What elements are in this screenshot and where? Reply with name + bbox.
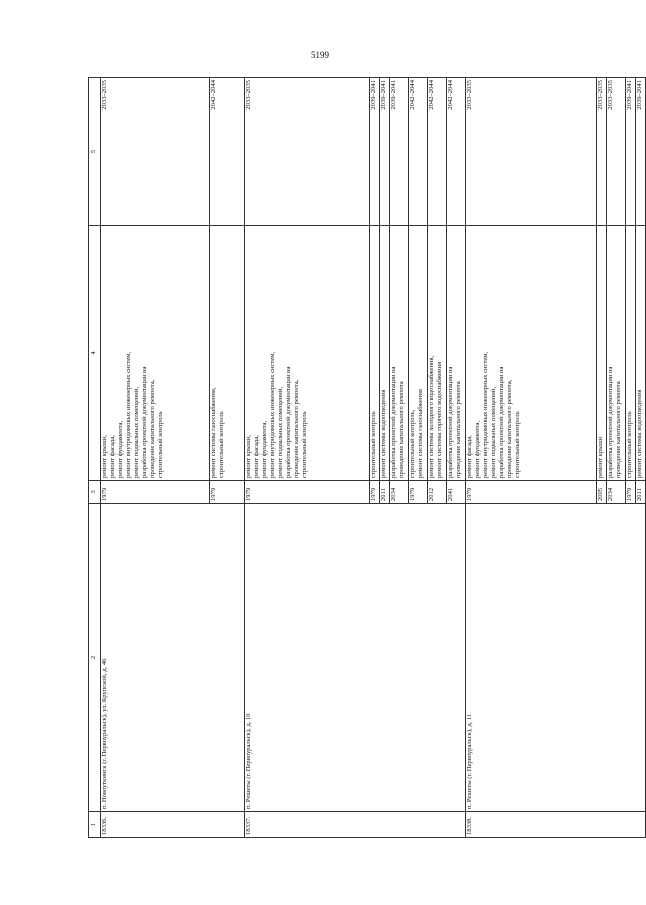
period-cell: 2039–2041 [390, 78, 409, 226]
year-cell: 2012 [428, 481, 447, 504]
work-cell: строительный контроль [370, 226, 380, 481]
year-cell: 2011 [380, 481, 390, 504]
period-cell: 2033–2035 [597, 78, 607, 226]
period-cell: 2042–2044 [210, 78, 245, 226]
year-cell: 2011 [636, 481, 646, 504]
work-cell: ремонт фасада, ремонт фундамента, ремонт внутридомовых инженерных систем, ремонт подвальных помещений, разработка проектной документации на проведение капитального ремонта, строительный контроль [466, 226, 597, 481]
year-cell: 1979 [626, 481, 636, 504]
record-number: 18338. [466, 812, 646, 838]
table-row [466, 78, 597, 838]
period-cell: 2042–2044 [447, 78, 466, 226]
period-cell: 2039–2041 [380, 78, 390, 226]
work-cell: ремонт системы водоотведения [636, 226, 646, 481]
work-cell: ремонт системы газоснабжения, строительный контроль [210, 226, 245, 481]
year-cell: 2034 [390, 481, 409, 504]
year-cell: 2034 [607, 481, 626, 504]
header-cell: 2 [89, 504, 101, 812]
record-number: 18337. [245, 812, 466, 838]
period-cell: 2039–2041 [626, 78, 636, 226]
year-cell: 2005 [597, 481, 607, 504]
period-cell: 2039–2041 [636, 78, 646, 226]
work-cell: разработка проектной документации на проведение капитального ремонта [447, 226, 466, 481]
year-cell: 1979 [370, 481, 380, 504]
year-cell: 1979 [210, 481, 245, 504]
header-cell: 5 [89, 78, 101, 226]
year-cell: 1979 [466, 481, 597, 504]
record-number: 18336. [101, 812, 245, 838]
year-cell: 2041 [447, 481, 466, 504]
record-address: п. Решеты (г. Первоуральск), д. 10 [245, 504, 466, 812]
year-cell: 1979 [101, 481, 210, 504]
header-cell: 3 [89, 481, 101, 504]
period-cell: 2042–2044 [428, 78, 447, 226]
period-cell: 2033–2035 [466, 78, 597, 226]
work-cell: ремонт крыши, ремонт фасада, ремонт фундамента, ремонт внутридомовых инженерных систем, ремонт подвальных помещений, разработка проектной документации на проведение капитального ремонта, строительный контроль [101, 226, 210, 481]
header-row [89, 78, 101, 838]
work-cell: ремонт крыши, ремонт фасада, ремонт фундамента, ремонт внутридомовых инженерных систем, ремонт подвальных помещений, разработка проектной документации на проведение капитального ремонта, строительный контроль [245, 226, 370, 481]
header-cell: 4 [89, 226, 101, 481]
year-cell: 1979 [409, 481, 428, 504]
work-cell: разработка проектной документации на проведение капитального ремонта [390, 226, 409, 481]
repair-schedule-table [88, 77, 646, 838]
year-cell: 1979 [245, 481, 370, 504]
period-cell: 2033–2035 [101, 78, 210, 226]
period-cell: 2039–2041 [370, 78, 380, 226]
period-cell: 2033–2035 [607, 78, 626, 226]
work-cell: ремонт системы водоотведения [380, 226, 390, 481]
header-cell: 1 [89, 812, 101, 838]
table-row [101, 78, 210, 838]
table-row [245, 78, 370, 838]
rotated-table-container [88, 78, 643, 838]
work-cell: строительный контроль, ремонт системы газоснабжения [409, 226, 428, 481]
page-number: 5199 [311, 50, 329, 60]
record-address: п. Решеты (г. Первоуральск), д. 11 [466, 504, 646, 812]
work-cell: ремонт системы холодного водоснабжения, ремонт системы горячего водоснабжения [428, 226, 447, 481]
period-cell: 2042–2044 [409, 78, 428, 226]
record-address: п. Новоуткинск (г. Первоуральск), ул. Крупской, д. 46 [101, 504, 245, 812]
period-cell: 2033–2035 [245, 78, 370, 226]
work-cell: ремонт крыши [597, 226, 607, 481]
work-cell: строительный контроль [626, 226, 636, 481]
work-cell: разработка проектной документации на проведение капитального ремонта [607, 226, 626, 481]
